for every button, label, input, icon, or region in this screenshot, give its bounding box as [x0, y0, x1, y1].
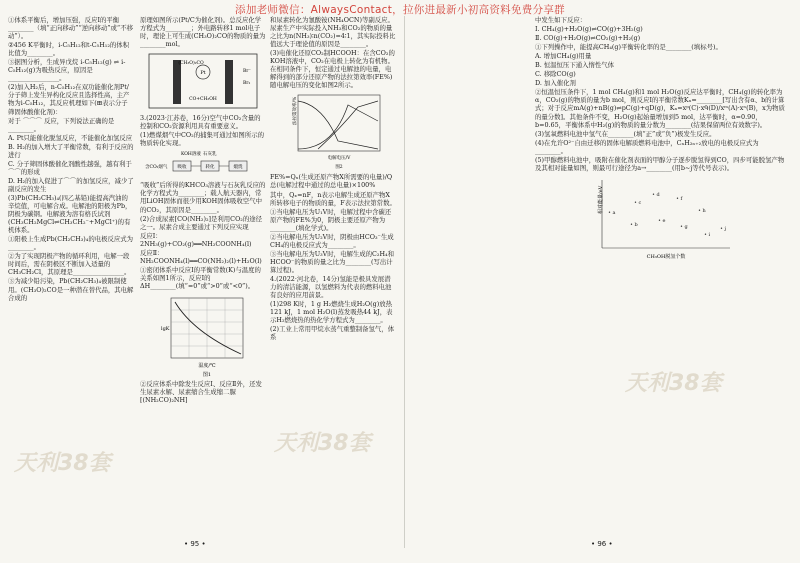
paragraph: (1)燃煤烟气中CO₂的捕集可通过如图所示的物质转化实现。 [140, 131, 264, 148]
energy-point-i: • i [704, 231, 711, 238]
calcine-label: 煅烧 [233, 165, 243, 171]
reactant-label: CO+CH₃OH [189, 97, 217, 103]
paragraph: ①体系平衡后，增加压强，反应Ⅰ的平衡________（填“正向移动”“逆向移动”或“不移动”）。 [8, 16, 133, 41]
paragraph: 原理如图所示(Pt/C为催化剂)。总反应化学方程式为________；外电路转移1 mol电子时，理论上可生成(CH₃O)₂CO的物质的量为________mol。 [140, 16, 266, 49]
watermark-stamp-left: 天利38套 [14, 451, 111, 476]
energy-point-g: • g [680, 223, 688, 230]
bromide-label: Br⁻ [243, 69, 251, 75]
energy-y-axis-label: 相对能量/eV [598, 185, 604, 214]
paragraph: ③当电解电压为U₃V时，电解生成的C₂H₄和HCOO⁻的物质的量之比为________(写出计算过程)。 [270, 249, 395, 274]
right-page [404, 16, 797, 548]
paragraph: 反应Ⅰ：2NH₃(g)+CO₂(g)══NH₂COONH₄(l) [140, 231, 252, 248]
koh-label: KOH溶液 [181, 152, 201, 158]
left-page [4, 16, 396, 548]
paragraph: A. 增加CH₄(g)用量 [535, 52, 592, 61]
paragraph: A. Pt只能催化脱氢反应，不能催化加氢反应 [8, 133, 133, 142]
paragraph: “吸收”后所得的KHCO₃溶液与石灰乳反应的化学方程式为________；载人航天器内，常用LiOH固体而很少用KOH固体吸收空气中的CO₂，其原因是________。 [140, 181, 266, 214]
fig1-title: 图1 [202, 371, 212, 378]
co2-capture-flow [143, 149, 263, 179]
energy-point-j: • j [720, 225, 727, 232]
dehydrogenation-energy-diagram [580, 174, 740, 264]
paragraph: D. 加入催化剂 [535, 79, 576, 88]
paragraph: ②为了实现阴极产物的循环利用，电解一段时间后，需在阴极区不断加入适量的CH₃CH₂Cl，其原理是________________。 [8, 252, 131, 277]
fig2-y-axis-label: 法拉第效率/% [293, 97, 298, 126]
fig1-x-axis-label: 温度/℃ [198, 362, 216, 369]
paragraph: ③据图分析，生成异戊烷 i-C₅H₁₂(g) ⇌ i-C₅H₁₂(g)为吸热反应，原因是________________。 [8, 58, 126, 83]
energy-point-d: • d [652, 191, 660, 198]
paragraph: (3)氢氧燃料电池中氢气在________(填“正”或“负”)极发生反应。 [535, 129, 716, 138]
lime-label: 石灰乳 [203, 152, 217, 158]
paragraph: FE%=Qₓ(生成还原产物X所需要的电量)/Q总(电解过程中通过的总电量)×100% [270, 173, 393, 190]
paragraph: Ⅰ. CH₄(g)+H₂O(g)⇌CO(g)+3H₂(g) [535, 25, 643, 34]
paragraph: C. 移除CO(g) [535, 70, 576, 79]
paragraph: ②当电解电压为U₂V时，阴极由HCO₃⁻生成CH₄的电极反应式为________。 [270, 232, 394, 249]
fig2-title: 图2 [335, 165, 343, 171]
electrolysis-diagram [143, 50, 263, 112]
paragraph: B. H₂的加入增大了平衡常数，有利于反应的进行 [8, 142, 134, 159]
left-column-2 [140, 16, 266, 536]
paragraph: 中发生如下反应： [535, 16, 587, 24]
energy-point-h: • h [698, 207, 706, 214]
bromine-label: Br₂ [243, 81, 251, 87]
energy-point-c: • c [634, 199, 642, 206]
paragraph: (2)工业上常用甲烷水蒸气重整制备氢气，体系 [270, 325, 395, 342]
paragraph: (5)甲醇燃料电池中，吸附在催化剂表面的甲醇分子逐步脱氢得到CO，四步可能脱氢产物及其相对能量如图，则最可行途径为a→________(用b~j等代号表示)。 [535, 155, 785, 172]
paragraph: (4)在允许O²⁻自由迁移的固体电解质燃料电池中，CₙH₂ₙ₊₂放电的电极反应式为________。 [535, 138, 759, 155]
right-column-1 [535, 16, 785, 536]
paragraph: ②恒温恒压条件下，1 mol CH₄(g)和1 mol H₂O(g)反应达平衡时，CH₄(g)的转化率为α，CO₂(g)的物质的量为b mol，则反应Ⅰ的平衡常数Kₓ=________[写出含有α、b的计算式；对于反应mA(g)+nB(g)⇌pC(g)+qD(g)，Kₓ=xᵖ(C)·xᑫ(D)/xᵐ(A)·xⁿ(B)，x为物质的量分数]。其他条件不变，H₂O(g)起始量增加到5 mol，达平衡时，α=0.90，b=0.65，平衡体系中H₂(g)的物质的量分数为________(结果保留两位有效数字)。 [535, 88, 785, 129]
paragraph: (3)电催化还原CO₂制HCOOH：在含CO₂的KOH溶液中，CO₂在电极上转化为有机物。在相同条件下，恒定通过电解池的电量，电解得到的部分还原产物的法拉第效率(FE%)随电解电压的变化如图2所示。 [270, 49, 395, 90]
paragraph: 对于 ⌒⌒⌒ 反应，下列说法正确的是________。 [8, 116, 115, 133]
paragraph: ②反应体系中除发生反应Ⅰ、反应Ⅱ外，还发生尿素水解、尿素缩合生成缩二脲[(NH₂CO)₂NH] [140, 379, 262, 405]
figure-1-lgk-temperature [153, 292, 253, 378]
paragraph: 反应Ⅱ：NH₂COONH₄(l)══CO(NH₂)₂(l)+H₂O(l) [140, 248, 262, 265]
paragraph: (1)298 K时，1 g H₂燃烧生成H₂O(g)放热121 kJ，1 mol H₂O(l)蒸发吸热44 kJ，表示H₂燃烧热的热化学方程式为________。 [270, 300, 393, 325]
fig1-y-axis-label: lgK [161, 325, 170, 332]
watermark-stamp-left-2: 天利38套 [274, 431, 371, 456]
energy-point-f: • f [676, 195, 683, 202]
paragraph: Ⅱ. CO(g)+H₂O(g)⇌CO₂(g)+H₂(g) [535, 34, 641, 43]
paragraph: ①下列操作中，能提高CH₄(g)平衡转化率的是________(填标号)。 [535, 43, 722, 52]
paragraph: ③为减少铅污染，Pb(CH₂CH₃)₄被限制使用。(CH₃O)₂CO是一种潜在替代品，其电解合成的 [8, 277, 134, 302]
paragraph: ①密闭体系中反应Ⅰ的平衡常数(K)与温度的关系如图1所示，反应Ⅰ的ΔH________(填“=0”或“>0”或“<0”)。 [140, 265, 261, 290]
paragraph: 4.(2022·河北卷，14分)氢能是极具发展潜力的清洁能源，以氢燃料为代表的燃料电池有良好的应用前景。 [270, 274, 392, 300]
paragraph: (3)Pb(CH₂CH₃)₄(四乙基铅)能提高汽油的辛烷值，可电解合成。电解池的阳极为Pb，阴极为碳钢。电解液为溶有格氏试剂(CH₃CH₂MgCl⇌CH₃CH₂⁻+MgCl⁺)的有机体系。 [8, 193, 132, 235]
fig2-x-axis-label: 电解电压/V [327, 156, 351, 162]
paragraph: ①当电解电压为U₁V时，电解过程中含碳还原产物的FE%为0，阴极主要还原产物为________(填化学式)。 [270, 207, 392, 232]
absorb-label: 吸收 [177, 165, 187, 171]
energy-point-b: • b [630, 221, 638, 228]
right-page-number: • 96 • [591, 540, 613, 548]
convert-label: 转化 [205, 165, 215, 171]
watermark-banner: 添加老师微信：AlwaysContact，拉你进最新小初高资料免费分享群 [235, 4, 565, 16]
left-page-number: • 95 • [184, 540, 206, 548]
paragraph: 其中，Qₓ=nF，n表示电解生成还原产物X所转移电子的物质的量，F表示法拉第常数。 [270, 190, 396, 207]
left-column-3 [270, 16, 396, 536]
energy-x-axis-label: CH₃OH脱氢个数 [646, 253, 686, 260]
watermark-stamp-right: 天利38套 [625, 371, 722, 396]
pt-label: Pt [200, 70, 206, 77]
paragraph: ②456 K平衡时，i-C₅H₁₂和t-C₅H₁₂的体积比值为________。 [8, 41, 130, 58]
paragraph: (2)加入H₂后，n-C₅H₁₂在双功能催化剂Pt/分子筛上发生异构化反应且选择性高，主产物为i-C₅H₁₂，其反应机理如下(⊞表示分子筛固体酸催化剂)： [8, 83, 130, 116]
figure-2-faradaic-efficiency [278, 91, 388, 171]
paragraph: (2)合成尿素[CO(NH₂)₂]是利用CO₂的途径之一。尿素合成主要通过下列反应实现 [140, 214, 263, 231]
paragraph: D. H₂的加入促进了⌒⌒的加氢反应，减少了副反应的发生 [8, 176, 134, 193]
paragraph: ①阳极上生成Pb(CH₂CH₃)₄的电极反应式为________。 [8, 235, 134, 252]
paragraph: C. 分子筛固体酸催化剂酸性越强，越有利于⌒⌒的形成 [8, 159, 132, 176]
product-label: (CH₃O)₂CO [178, 61, 204, 67]
energy-point-e: • e [658, 217, 666, 224]
flue-gas-label: 含CO₂烟气 [145, 165, 168, 171]
paragraph: 3.(2023·江苏卷，16分)空气中CO₂含量的控制和CO₂资源利用具有重要意义。 [140, 114, 261, 131]
energy-point-a: • a [608, 209, 616, 216]
paragraph: B. 恒温恒压下通入惰性气体 [535, 61, 615, 70]
paragraph: 和尿素转化为氰酸铵(NH₄OCN)等副反应。尿素生产中实际投入NH₃和CO₂的物质的量之比为n(NH₃)∶n(CO₂)=4∶1，其实际投料比值远大于理论值的原因是________。 [270, 16, 396, 49]
